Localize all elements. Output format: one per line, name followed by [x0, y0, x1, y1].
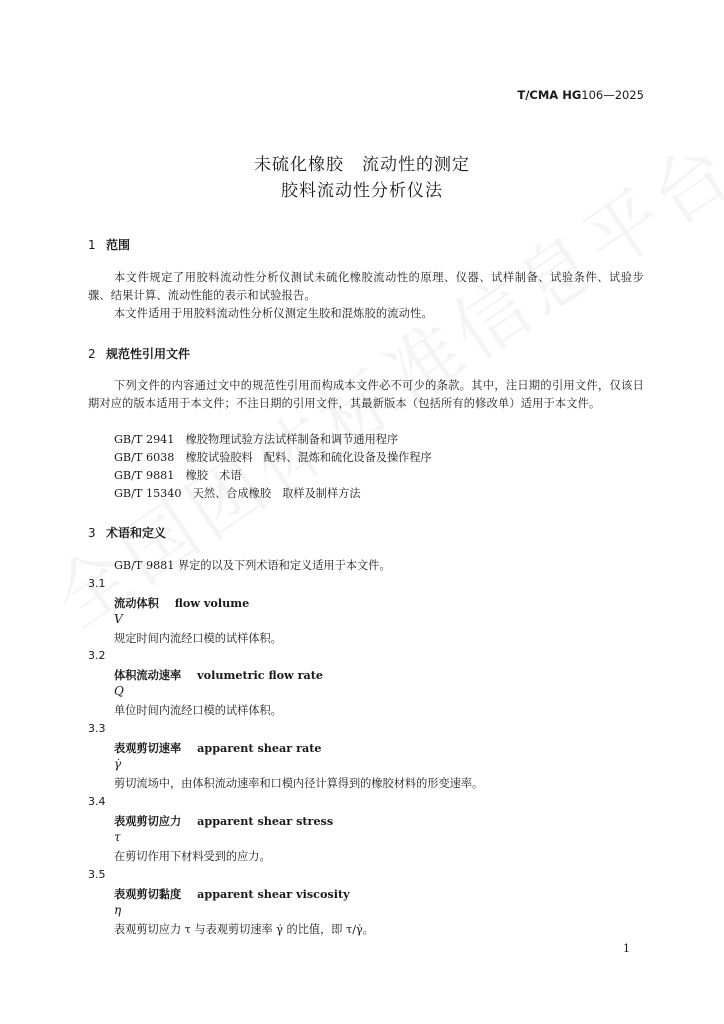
term-definition: 规定时间内流经口模的试样体积。 [114, 632, 282, 645]
term-zh: 流动体积 [114, 597, 159, 610]
term-en: flow volume [174, 596, 250, 610]
page-number: 1 [623, 942, 630, 955]
reference-item: GB/T 6038 橡胶试验胶料 配料、混炼和硫化设备及操作程序 [114, 451, 432, 464]
reference-item: GB/T 9881 橡胶 术语 [114, 469, 242, 482]
term-zh: 表观剪切应力 [114, 815, 182, 828]
section-title: 规范性引用文件 [106, 347, 191, 361]
document-title-line1: 未硫化橡胶 流动性的测定 [254, 155, 470, 175]
section-number: 2 [88, 347, 96, 361]
references-paragraph: 下列文件的内容通过文中的规范性引用而构成本文件必不可少的条款。其中，注日期的引用文件，仅该日期对应的版本适用于本文件；不注日期的引用文件，其最新版本（包括所有的修改单）适用于本文件。 [88, 379, 644, 410]
term-number: 3.3 [88, 722, 106, 735]
term-definition: 剪切流场中，由体积流动速率和口模内径计算得到的橡胶材料的形变速率。 [114, 777, 484, 790]
standard-number: 106—2025 [581, 88, 644, 102]
reference-item: GB/T 2941 橡胶物理试验方法试样制备和调节通用程序 [114, 433, 399, 446]
term-heading [114, 886, 350, 902]
scope-paragraph-1: 本文件规定了用胶料流动性分析仪测试未硫化橡胶流动性的原理、仪器、试样制备、试验条件、试验步骤、结果计算、流动性能的表示和试验报告。 [88, 271, 644, 302]
term-heading [114, 595, 249, 611]
term-en: apparent shear stress [197, 814, 334, 828]
standard-code [517, 88, 644, 102]
terms-intro: GB/T 9881 界定的以及下列术语和定义适用于本文件。 [114, 559, 391, 572]
section-heading-normative-references [88, 345, 190, 362]
section-heading-terms [88, 524, 166, 541]
reference-item: GB/T 15340 天然、合成橡胶 取样及制样方法 [114, 487, 361, 500]
section-number: 1 [88, 238, 96, 252]
term-zh: 表观剪切黏度 [114, 888, 182, 901]
term-zh: 表观剪切速率 [114, 742, 182, 755]
term-number: 3.2 [88, 649, 106, 662]
term-symbol: η [114, 903, 122, 917]
term-symbol: γ̇ [114, 757, 122, 771]
term-symbol: Q [114, 684, 124, 698]
document-title-line2: 胶料流动性分析仪法 [281, 181, 443, 201]
term-definition: 单位时间内流经口模的试样体积。 [114, 704, 282, 717]
term-zh: 体积流动速率 [114, 669, 182, 682]
section-number: 3 [88, 526, 96, 540]
term-heading [114, 740, 322, 756]
term-definition: 在剪切作用下材料受到的应力。 [114, 850, 271, 863]
scope-paragraph-2: 本文件适用于用胶料流动性分析仪测定生胶和混炼胶的流动性。 [114, 307, 433, 320]
section-title: 范围 [106, 238, 131, 252]
section-heading-scope [88, 236, 130, 253]
term-en: apparent shear rate [197, 741, 322, 755]
term-heading [114, 813, 333, 829]
term-en: volumetric flow rate [197, 668, 324, 682]
term-definition: 表观剪切应力 τ 与表观剪切速率 γ̇ 的比值，即 τ/γ̇。 [114, 923, 374, 936]
term-symbol: V [114, 612, 123, 626]
term-number: 3.4 [88, 795, 106, 808]
standard-prefix: T/CMA HG [517, 88, 582, 102]
term-number: 3.5 [88, 868, 106, 881]
term-heading [114, 667, 323, 683]
term-number: 3.1 [88, 577, 106, 590]
term-en: apparent shear viscosity [197, 887, 350, 901]
section-title: 术语和定义 [106, 526, 167, 540]
term-symbol: τ [114, 830, 121, 844]
